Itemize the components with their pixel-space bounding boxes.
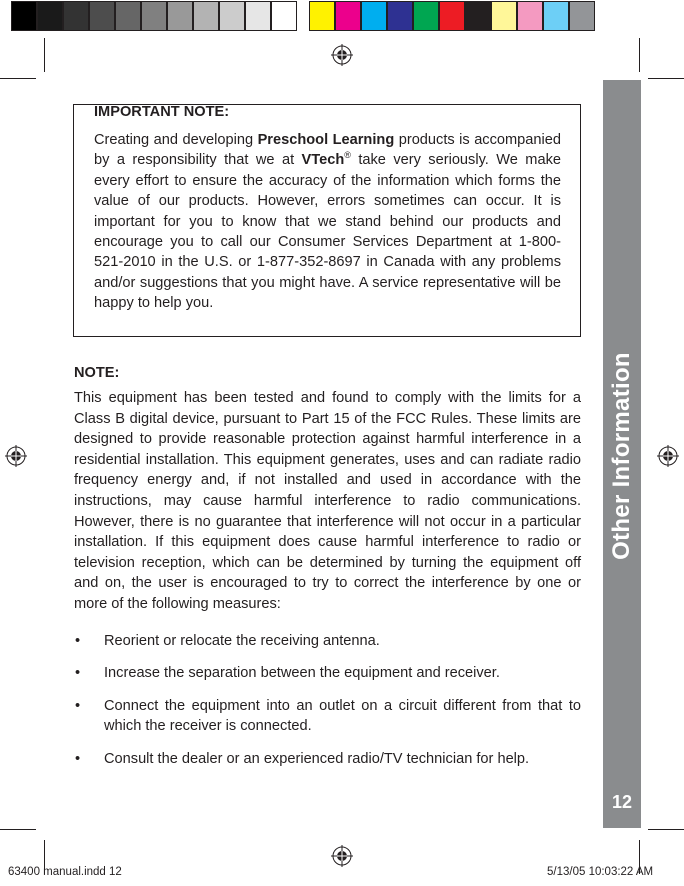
color-swatch [361,1,387,31]
color-swatch [413,1,439,31]
registration-mark-icon [331,44,353,66]
gray-swatch [193,1,219,31]
bullet: • [75,665,81,682]
crop-mark [0,829,36,830]
note-body: This equipment has been tested and found to comply with the limits for a Class B digital device, pursuant to Part 15 of the FCC Rules. These limits are designed to provide reasonable protection against harmful interference in a residential installation. This equipment generates, uses and can radiate radio frequency energy and, if not installed and used in accordance with the instructions, may cause harmful interference to radio communications. However, there is no guarantee that interference will not occur in a particular installation. If this equipment does cause harmful interference to radio or television reception, which can be determined by turning the equipment off and on, the user is encouraged to try to correct the interference by one or more of the following measures: [74,390,581,612]
important-note-title: IMPORTANT NOTE: [94,104,230,120]
color-swatch [309,1,335,31]
registration-mark-icon [5,445,27,467]
printer-color-bar [11,1,595,31]
gray-swatch [271,1,297,31]
bullet: • [75,633,81,649]
color-swatch [491,1,517,31]
important-note-body: Creating and developing Preschool Learning products is accompanied by a responsibility that we at VTech® take very seriously. We make every effort to ensure the accuracy of the information which forms the value of our products. However, errors sometimes can occur. It is important for you to know that we stand behind our products and encourage you to call our Consumer Services Department at 1-800-521-2010 in the U.S. or 1-877-352-8697 in Canada with any problems and/or suggestions that you might have. A service representative will be happy to help you. [94,132,561,312]
list-item: • Consult the dealer or an experienced radio/TV technician for help. [74,749,581,769]
note-title: NOTE: [74,365,120,381]
crop-mark [44,38,45,72]
gray-swatch [63,1,89,31]
section-tab-label: Other Information [608,352,635,560]
gray-swatch [37,1,63,31]
crop-mark [648,829,684,830]
color-swatch [439,1,465,31]
gray-swatch [245,1,271,31]
gray-swatch [115,1,141,31]
page-number: 12 [611,792,633,812]
registration-mark-icon [657,445,679,467]
color-swatch [335,1,361,31]
color-swatch [387,1,413,31]
measures-list [74,631,581,781]
color-swatch [543,1,569,31]
gray-swatch [11,1,37,31]
color-swatch [517,1,543,31]
color-swatch [569,1,595,31]
gray-swatch [141,1,167,31]
color-swatch [465,1,491,31]
crop-mark [648,78,684,79]
registration-mark-icon [331,845,353,867]
bullet: • [75,697,81,714]
crop-mark [0,78,36,79]
list-item: • Reorient or relocate the receiving antenna. [74,631,581,651]
gray-swatch [167,1,193,31]
gray-swatch [219,1,245,31]
crop-mark [639,38,640,72]
bullet: • [75,750,81,767]
list-item: • Increase the separation between the equipment and receiver. [74,663,581,683]
list-item: • Connect the equipment into an outlet on a circuit different from that to which the receiver is connected. [75,697,581,735]
date-slug: 5/13/05 10:03:22 AM [547,866,654,878]
gray-swatch [89,1,115,31]
file-slug: 63400 manual.indd 12 [8,866,122,878]
